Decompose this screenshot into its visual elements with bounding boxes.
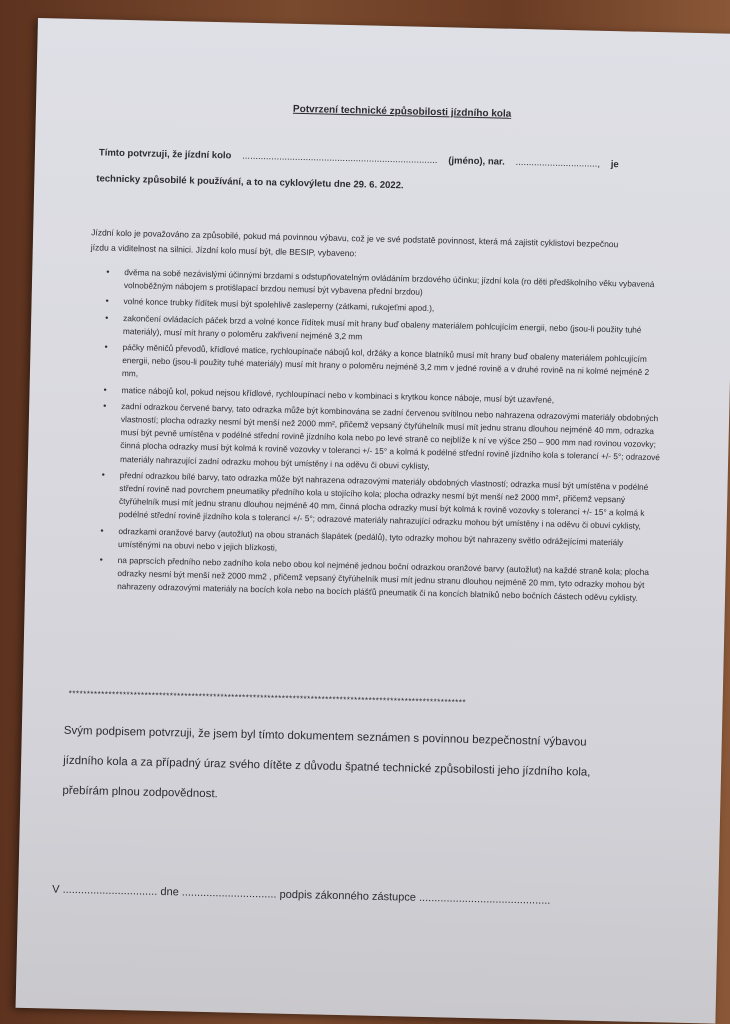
- document-body: [52, 99, 668, 907]
- list-item: • zadní odrazkou červené barvy, tato odrazka může být kombinována se zadní červenou svítilnou nebo nahrazena odrazovými materiály obdobných vlastností; plocha odrazky nesmí být menší než 2000 mm², přičemž vepsaný čtyřúhelník musí mít jednu stranu dlouhou nejméně 40 mm, odrazka musí být pevně umístěna v podélné střední rovině jízdního kola nebo po levé straně co nejblíže k ní ve výšce 250 – 900 mm nad rovinou vozovky; činná plocha odrazky musí být kolmá k rovině vozovky v toleranci +/- 15° a kolmá k podélné střední rovině jízdního kola s tolerancí +/- 5°; odrazové materiály nahrazující zadní odrazku mohou být umístěny i na oděvu či obuvi cyklisty,: [103, 400, 661, 471]
- list-item: • na paprscích předního nebo zadního kola nebo obou kol nejméně jednou boční odrazkou oranžové barvy (autožlut) na každé straně kola; plocha odrazky nesmí být menší než 2000 mm2 , přičemž vepsaný čtyřúhelník musí mít jednu stranu dlouhou nejméně 20 mm, tyto odrazky mohou být nahrazeny odrazovými materiály na bocích kola nebo na bocích plášťů pneumatik či na koncích blatníků nebo bočních částech oděvu cyklisty.: [99, 554, 650, 604]
- bullet-icon: •: [101, 469, 105, 480]
- confirmation-line: [99, 147, 619, 170]
- list-item: • dvěma na sobě nezávislými účinnými brzdami s odstupňovatelným ovládáním brzdového účinku; jízdní kola (ro děti předškolního věku vybavená volnoběžným nábojem s protišlapací brzdou nemusí být vybavena přední brzdou): [106, 266, 655, 298]
- bullet-icon: •: [103, 384, 107, 395]
- bullet-icon: •: [106, 266, 110, 277]
- signature-label: podpis zákonného zástupce: [279, 888, 417, 904]
- list-item: • zakončení ovládacích páček brzd a volné konce řídítek musí mít hrany buď obaleny materiálem pohlcujícím energii, nebo (jsou-li použity tuhé materiály), musí mít hrany o poloměru zakřivení nejméně 3,2 mm: [105, 312, 642, 342]
- list-item: • přední odrazkou bílé barvy, tato odrazka může být nahrazena odrazovými materiály obdobných vlastností; odrazka musí být umístěna v podélné střední rovině nad povrchem pneumatiky předního kola u stojícího kola; plocha odrazky nesmí být menší než 2000 mm², přičemž vepsaný čtyřúhelník musí mít jednu stranu dlouhou nejméně 40 mm, činná plocha odrazky musí být kolmá k rovině vozovky s tolerancí +/- 15° a kolmá k podélné střední rovině jízdního kola s tolerancí +/- 5°; odrazové materiály nahrazující odrazku mohou být umístěny i na oděvu či obuvi cyklisty,: [101, 469, 649, 532]
- signature-statement: Svým podpisem potvrzuji, že jsem byl tímto dokumentem seznámen s povinnou bezpečnostní výbavou jízdního kola a za případný úraz svého dítěte z důvodu špatné technické způsobilosti jeho jízdního kola, přebírám plnou zodpovědnost.: [62, 724, 591, 801]
- bullet-icon: •: [100, 525, 104, 536]
- equipment-list: [83, 265, 666, 609]
- list-item: • odrazkami oranžové barvy (autožlut) na obou stranách šlapátek (pedálů), tyto odrazky mohou být nahrazeny světlo odrážejícími materiály umístěnými na obuvi nebo v jejich blízkosti,: [100, 525, 624, 553]
- date-label: dne: [160, 886, 179, 899]
- confirmation-text-2: (jméno), nar.: [448, 155, 505, 168]
- intro-paragraph: Jízdní kolo je považováno za způsobilé, pokud má povinnou výbavu, což je ve své podstatě povinnost, která má zajistit cyklistovi bezpečnou jízdu a viditelnost na silnici. Jízdní kolo musí být, dle BESIP, vybaveno:: [90, 227, 619, 259]
- confirmation-text-1: Tímto potvrzuji, že jízdní kolo: [98, 147, 232, 162]
- place-label: V: [52, 883, 60, 896]
- signature-line: [52, 884, 632, 909]
- bike-dots: ..........................................................................: [242, 150, 438, 167]
- list-item: • volné konce trubky řídítek musí být spolehlivě zasleperny (zátkami, rukojeťmi apod.),: [105, 296, 435, 314]
- trip-line: technicky způsobilé k používání, a to na cyklovýletu dne 29. 6. 2022.: [96, 173, 404, 192]
- date-dots: ...............................: [181, 886, 277, 901]
- confirmation-text-3: je: [610, 159, 619, 171]
- separator-line: **************************************************************************************************************: [68, 688, 467, 707]
- signature-dots: ...........................................: [418, 891, 551, 907]
- place-dots: ...............................: [62, 883, 158, 898]
- bullet-icon: •: [103, 400, 107, 411]
- bullet-icon: •: [99, 554, 103, 565]
- bullet-icon: •: [105, 312, 109, 323]
- paper-sheet: [16, 18, 730, 1024]
- bullet-icon: •: [105, 296, 109, 307]
- document-title: Potvrzení technické způsobilosti jízdního kola: [292, 103, 512, 120]
- list-item: • páčky měničů převodů, křídlové matice, rychloupínače nábojů kol, držáky a konce blatníků musí mít hrany buď obaleny materiálem pohlcujícím energii, nebo (jsou-li použity tuhé materiály) musí mít hrany o poloměru nejméně 3,2 mm v jedné rovině a v druhé rovině na ni kolmé nejméně 2 mm,: [104, 341, 650, 379]
- list-item: • matice nábojů kol, pokud nejsou křídlové, rychloupínací nebo v kombinaci s krytkou konce náboje, musí být uzavřené,: [103, 384, 555, 405]
- birth-dots: ...............................,: [515, 156, 601, 170]
- bullet-icon: •: [104, 341, 108, 352]
